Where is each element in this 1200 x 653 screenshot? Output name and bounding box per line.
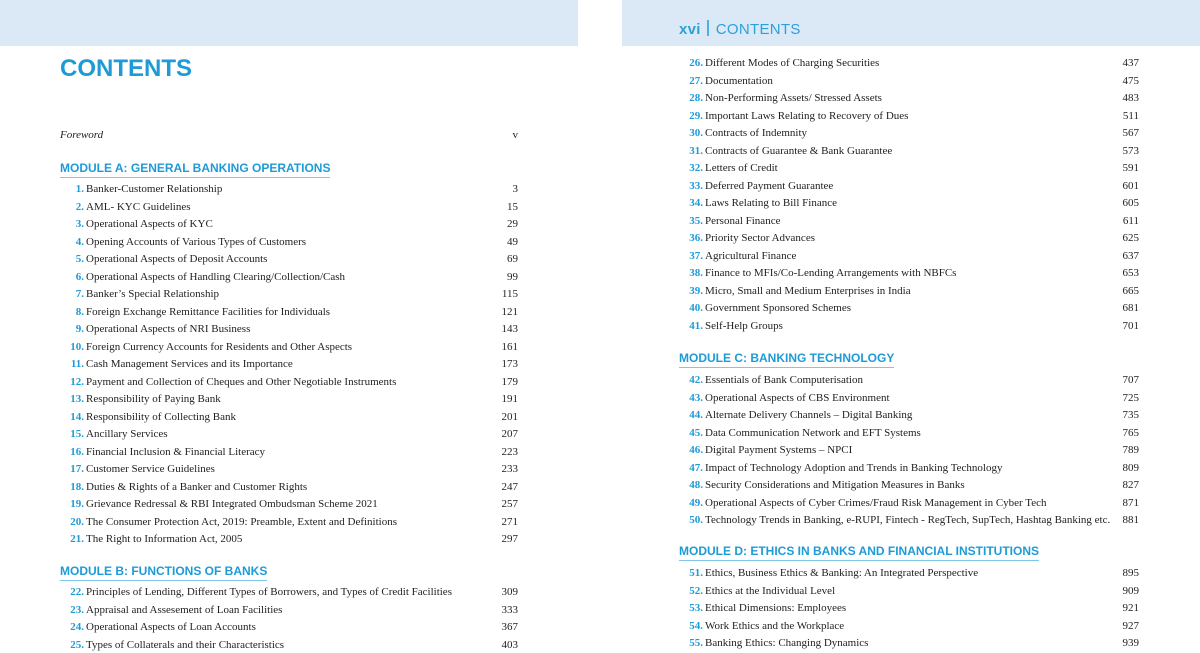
toc-entry[interactable] [679,213,1139,229]
toc-entry-page: 871 [1122,496,1139,509]
toc-entry-number: 4. [75,235,84,248]
toc-entry-title: Foreign Currency Accounts for Residents and Other Aspects [86,340,353,353]
toc-entry[interactable] [679,248,1139,264]
toc-entry[interactable] [60,304,518,320]
toc-entry-title: Laws Relating to Bill Finance [705,197,837,209]
toc-entry-number: 28. [689,92,703,104]
page-title: CONTENTS [60,55,192,82]
toc-entry-number: 41. [689,319,703,332]
toc-entry-number: 30. [689,127,703,139]
toc-entry[interactable] [60,181,518,197]
toc-entry-number: 16. [70,445,84,458]
toc-entry-page: 573 [1122,144,1139,157]
toc-entry-page: 403 [501,638,518,651]
toc-entry-title: Banker’s Special Relationship [86,288,219,300]
toc-entry[interactable] [679,477,1139,493]
toc-entry-title: Non-Performing Assets/ Stressed Assets [705,92,882,104]
toc-entry-page: 611 [1122,214,1139,227]
toc-entry-number: 46. [689,444,703,456]
foreword-label: Foreword [60,129,104,141]
toc-entry[interactable] [679,318,1139,334]
toc-entry-number: 38. [689,267,703,279]
toc-entry[interactable] [60,286,518,302]
toc-entry-number: 29. [689,109,703,122]
toc-entry-number: 21. [70,533,84,545]
toc-entry-page: 437 [1122,57,1139,69]
toc-entry-title: Cash Management Services and its Importance [86,358,293,370]
toc-entry-title: Contracts of Indemnity [705,127,808,139]
toc-entry-page: 15 [507,200,518,213]
toc-entry-number: 34. [689,197,703,209]
toc-entry-title: Operational Aspects of NRI Business [86,323,251,335]
toc-entry[interactable] [679,178,1139,194]
toc-entry-number: 25. [70,638,84,651]
toc-entry-title: Self-Help Groups [705,319,783,332]
toc-entry-page: 921 [1122,602,1139,614]
toc-entry[interactable] [679,125,1139,141]
toc-entry-number: 9. [75,323,84,335]
toc-entry-number: 44. [689,409,703,421]
toc-entry[interactable] [60,531,518,547]
toc-entry-title: Finance to MFIs/Co-Lending Arrangements with NBFCs [705,267,957,279]
toc-entry-title: Letters of Credit [705,162,778,174]
toc-entry-title: Types of Collaterals and their Characteristics [86,638,285,651]
page-number: xvi [679,21,701,38]
toc-entry-number: 7. [75,288,84,300]
toc-entry[interactable] [60,426,518,442]
toc-entry[interactable] [679,618,1139,634]
toc-entry-number: 6. [75,270,84,283]
toc-entry-title: Customer Service Guidelines [86,463,215,475]
toc-entry[interactable] [679,90,1139,106]
toc-entry-page: 233 [501,463,518,475]
module-b-heading: MODULE B: FUNCTIONS OF BANKS [60,564,267,581]
toc-entry-page: 637 [1122,249,1139,262]
toc-entry-page: 809 [1122,461,1139,474]
toc-entry-number: 53. [689,602,703,614]
toc-entry-page: 173 [501,358,518,370]
toc-entry-page: 601 [1122,179,1139,192]
toc-entry[interactable] [679,108,1139,124]
toc-entry-page: 191 [501,393,518,405]
toc-entry-number: 15. [70,428,84,440]
toc-entry[interactable] [60,321,518,337]
toc-entry[interactable] [679,442,1139,458]
toc-entry-page: 567 [1122,127,1139,139]
toc-entry-number: 35. [689,214,703,227]
toc-entry-number: 51. [689,567,703,579]
toc-entry-number: 1. [75,183,84,195]
toc-entry-title: Alternate Delivery Channels – Digital Banking [705,409,913,421]
toc-entry-page: 207 [501,428,518,440]
toc-entry-page: 297 [501,533,518,545]
toc-entry[interactable] [679,143,1139,159]
toc-entry[interactable] [679,425,1139,441]
toc-entry-title: Operational Aspects of CBS Environment [705,391,890,404]
toc-entry-page: 625 [1122,232,1139,244]
header-band-left [0,0,578,46]
toc-entry[interactable] [679,390,1139,406]
toc-entry-title: Operational Aspects of Loan Accounts [86,621,256,633]
toc-entry-title: Digital Payment Systems – NPCI [705,444,853,456]
toc-entry[interactable] [60,602,518,618]
toc-entry[interactable] [60,216,518,232]
toc-entry-title: Operational Aspects of Deposit Accounts [86,253,268,265]
toc-entry[interactable] [679,565,1139,581]
toc-entry-title: Duties & Rights of a Banker and Customer Rights [86,480,308,493]
toc-entry-title: AML- KYC Guidelines [86,200,191,213]
toc-entry[interactable] [60,391,518,407]
toc-entry[interactable] [60,409,518,425]
toc-entry-title: Responsibility of Collecting Bank [86,410,237,423]
toc-entry-page: 653 [1122,267,1139,279]
module-a-heading: MODULE A: GENERAL BANKING OPERATIONS [60,161,330,178]
toc-entry-number: 24. [70,621,84,633]
toc-entry-title: Banker-Customer Relationship [86,183,223,195]
toc-entry-page: 511 [1122,109,1139,122]
toc-entry-page: 909 [1122,584,1139,597]
toc-entry-title: Work Ethics and the Workplace [705,619,845,632]
toc-entry-page: 3 [512,183,518,195]
toc-entry-number: 27. [689,74,703,87]
toc-entry-number: 10. [70,340,84,353]
toc-entry[interactable] [679,372,1139,388]
toc-entry-title: Data Communication Network and EFT Systems [705,426,921,439]
toc-entry-page: 271 [501,515,518,528]
toc-entry[interactable] [679,512,1139,528]
toc-entry-title: Important Laws Relating to Recovery of Dues [705,109,909,122]
toc-entry-page: 161 [501,340,518,353]
toc-entry-number: 5. [75,253,84,265]
toc-entry-page: 367 [501,621,518,633]
toc-entry-number: 19. [70,498,84,510]
toc-entry-page: 939 [1122,637,1139,649]
toc-entry[interactable] [60,514,518,530]
toc-entry[interactable] [679,460,1139,476]
toc-entry-title: Ancillary Services [86,428,168,440]
module-c-heading: MODULE C: BANKING TECHNOLOGY [679,351,894,368]
toc-entry-title: Essentials of Bank Computerisation [705,374,863,386]
toc-entry-page: 121 [501,305,518,318]
toc-entry-number: 3. [75,218,84,230]
toc-entry-title: Security Considerations and Mitigation Measures in Banks [705,479,965,491]
toc-entry-title: Financial Inclusion & Financial Literacy [86,445,266,458]
toc-entry-number: 40. [689,302,703,314]
toc-entry-page: 223 [501,445,518,458]
toc-entry-page: 143 [501,323,518,335]
toc-entry-page: 115 [501,288,518,300]
toc-entry-number: 45. [689,426,703,439]
toc-entry[interactable] [679,600,1139,616]
toc-entry-number: 13. [70,393,84,405]
toc-entry[interactable] [679,407,1139,423]
toc-entry-title: Government Sponsored Schemes [705,302,852,314]
toc-entry-page: 605 [1122,197,1139,209]
toc-entry-number: 18. [70,480,84,493]
toc-entry-number: 54. [689,619,703,632]
toc-entry-number: 49. [689,496,703,509]
toc-entry[interactable] [679,265,1139,281]
toc-entry-page: 681 [1122,302,1139,314]
toc-entry[interactable] [60,234,518,250]
toc-entry-title: Documentation [705,74,773,87]
toc-entry-title: Grievance Redressal & RBI Integrated Ombudsman Scheme 2021 [86,498,378,510]
toc-entry-page: 179 [501,375,518,388]
toc-entry-number: 26. [689,57,703,69]
toc-entry-title: Agricultural Finance [705,249,797,262]
toc-entry-number: 23. [70,603,84,616]
toc-entry-title: Personal Finance [705,214,781,227]
foreword-page: v [512,129,518,141]
toc-entry-title: Priority Sector Advances [705,232,815,244]
toc-entry[interactable] [60,199,518,215]
toc-entry-title: Deferred Payment Guarantee [705,179,834,192]
toc-entry-page: 99 [507,270,518,283]
toc-entry-title: Ethical Dimensions: Employees [705,602,847,614]
toc-entry[interactable] [679,73,1139,89]
toc-entry[interactable] [679,160,1139,176]
toc-entry-number: 20. [70,515,84,528]
toc-entry-title: Principles of Lending, Different Types of Borrowers, and Types of Credit Facilities [86,586,452,598]
foreword-entry[interactable] [60,129,518,141]
toc-entry-number: 52. [689,584,703,597]
toc-entry-number: 39. [689,284,703,297]
toc-entry-number: 43. [689,391,703,404]
toc-entry-number: 12. [70,375,84,388]
toc-entry[interactable] [679,495,1139,511]
toc-entry-page: 707 [1122,374,1139,386]
toc-entry-page: 257 [501,498,518,510]
toc-entry-page: 895 [1122,567,1139,579]
toc-entry-page: 29 [507,218,518,230]
toc-entry-title: Micro, Small and Medium Enterprises in India [705,284,911,297]
toc-entry-page: 333 [501,603,518,616]
toc-entry-number: 33. [689,179,703,192]
toc-entry-number: 37. [689,249,703,262]
toc-entry-title: The Consumer Protection Act, 2019: Preamble, Extent and Definitions [86,515,397,528]
toc-entry-number: 50. [689,514,703,526]
toc-entry-page: 483 [1122,92,1139,104]
toc-entry[interactable] [60,479,518,495]
toc-entry-number: 17. [70,463,84,475]
toc-entry-title: The Right to Information Act, 2005 [86,533,243,545]
toc-entry-title: Payment and Collection of Cheques and Other Negotiable Instruments [86,375,397,388]
toc-entry[interactable] [60,251,518,267]
toc-entry[interactable] [679,195,1139,211]
toc-entry-page: 735 [1122,409,1139,421]
toc-entry[interactable] [679,230,1139,246]
toc-entry-page: 201 [501,410,518,423]
toc-entry[interactable] [60,269,518,285]
toc-entry-page: 69 [507,253,518,265]
toc-entry-title: Different Modes of Charging Securities [705,57,880,69]
toc-entry[interactable] [60,374,518,390]
toc-entry[interactable] [60,356,518,372]
toc-entry[interactable] [679,283,1139,299]
toc-entry-number: 55. [689,637,703,649]
toc-entry[interactable] [679,55,1139,71]
toc-entry[interactable] [679,583,1139,599]
toc-entry-title: Banking Ethics: Changing Dynamics [705,637,869,649]
toc-entry-title: Operational Aspects of Handling Clearing/Collection/Cash [86,270,346,283]
toc-entry-number: 32. [689,162,703,174]
toc-entry-title: Responsibility of Paying Bank [86,393,221,405]
toc-entry[interactable] [60,496,518,512]
toc-entry-page: 49 [507,235,518,248]
toc-entry-title: Operational Aspects of Cyber Crimes/Fraud Risk Management in Cyber Tech [705,496,1047,509]
toc-entry-title: Operational Aspects of KYC [86,218,213,230]
toc-entry-page: 789 [1122,444,1139,456]
toc-entry[interactable] [60,339,518,355]
toc-entry[interactable] [60,444,518,460]
toc-entry-number: 42. [689,374,703,386]
toc-entry-page: 665 [1122,284,1139,297]
toc-entry-page: 927 [1122,619,1139,632]
toc-entry-number: 36. [689,232,703,244]
toc-entry[interactable] [679,635,1139,651]
toc-entry-page: 827 [1122,479,1139,491]
toc-entry-title: Ethics, Business Ethics & Banking: An Integrated Perspective [705,567,979,579]
separator-bar [707,20,709,36]
toc-entry-title: Impact of Technology Adoption and Trends in Banking Technology [705,461,1003,474]
toc-entry-page: 765 [1122,426,1139,439]
toc-entry-number: 11. [70,358,84,370]
toc-entry-number: 22. [70,586,84,598]
toc-entry[interactable] [60,637,518,653]
toc-entry-page: 881 [1122,514,1139,526]
toc-entry-number: 14. [70,410,84,423]
toc-entry-page: 725 [1122,391,1139,404]
toc-entry-page: 475 [1122,74,1139,87]
toc-entry-number: 8. [75,305,84,318]
toc-entry-page: 591 [1122,162,1139,174]
toc-entry[interactable] [679,300,1139,316]
toc-entry-page: 247 [501,480,518,493]
toc-entry[interactable] [60,461,518,477]
toc-entry-number: 31. [689,144,703,157]
toc-entry-title: Contracts of Guarantee & Bank Guarantee [705,144,893,157]
toc-entry[interactable] [60,584,518,600]
running-head [679,20,801,38]
module-d-heading: MODULE D: ETHICS IN BANKS AND FINANCIAL INSTITUTIONS [679,544,1039,561]
toc-entry-number: 2. [75,200,84,213]
toc-entry-page: 701 [1122,319,1139,332]
toc-entry-title: Technology Trends in Banking, e-RUPI, Fintech - RegTech, SupTech, Hashtag Banking etc. [705,514,1111,526]
toc-entry-page: 309 [501,586,518,598]
toc-entry-title: Appraisal and Assesement of Loan Facilities [86,603,283,616]
toc-entry-title: Foreign Exchange Remittance Facilities for Individuals [86,305,331,318]
toc-entry-number: 47. [689,461,703,474]
toc-entry-title: Opening Accounts of Various Types of Customers [86,235,307,248]
toc-entry-title: Ethics at the Individual Level [705,584,836,597]
toc-entry-number: 48. [689,479,703,491]
running-head-title: CONTENTS [715,21,801,38]
toc-entry[interactable] [60,619,518,635]
